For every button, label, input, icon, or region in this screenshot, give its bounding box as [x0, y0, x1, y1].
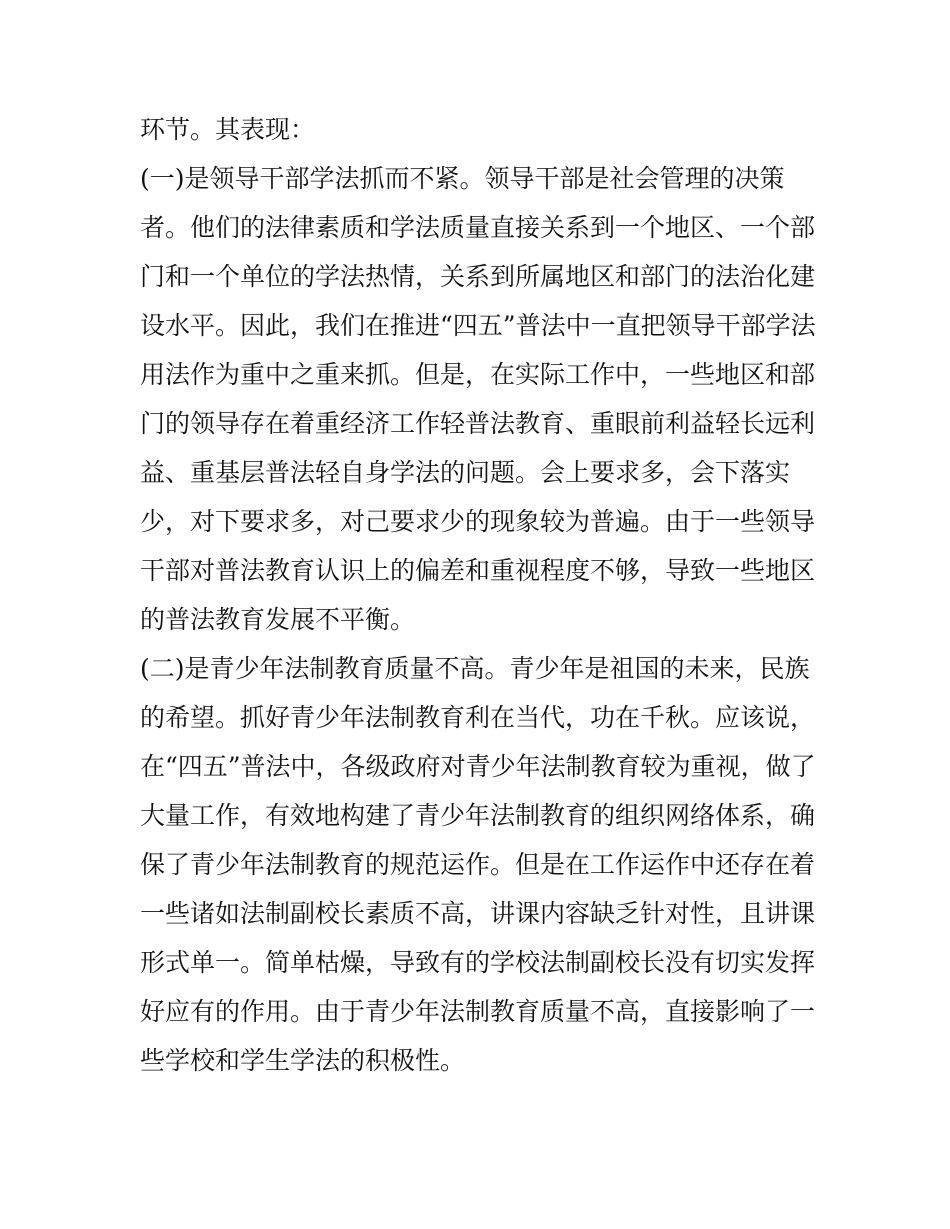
text-line: (二)是青少年法制教育质量不高。青少年是祖国的未来，民族 [140, 654, 810, 683]
text-line: 大量工作，有效地构建了青少年法制教育的组织网络体系，确 [140, 801, 816, 830]
text-line: 少，对下要求多，对己要求少的现象较为普遍。由于一些领导 [140, 507, 816, 536]
text-line: 好应有的作用。由于青少年法制教育质量不高，直接影响了一 [140, 997, 816, 1026]
text-line: 用法作为重中之重来抓。但是，在实际工作中，一些地区和部 [140, 360, 816, 389]
text-line: 些学校和学生学法的积极性。 [140, 1046, 466, 1075]
text-line: 干部对普法教育认识上的偏差和重视程度不够，导致一些地区 [140, 556, 816, 585]
text-line: 的普法教育发展不平衡。 [140, 605, 416, 634]
body-text [140, 105, 820, 1085]
text-line: 门的领导存在着重经济工作轻普法教育、重眼前利益轻长远利 [140, 409, 816, 438]
text-line: 形式单一。简单枯燥，导致有的学校法制副校长没有切实发挥 [140, 948, 816, 977]
text-line: 一些诸如法制副校长素质不高，讲课内容缺乏针对性，且讲课 [140, 899, 816, 928]
text-line: 门和一个单位的学法热情，关系到所属地区和部门的法治化建 [140, 262, 816, 291]
text-line: 的希望。抓好青少年法制教育利在当代，功在千秋。应该说， [140, 703, 816, 732]
text-line: 保了青少年法制教育的规范运作。但是在工作运作中还存在着 [140, 850, 816, 879]
text-line: 设水平。因此，我们在推进“四五”普法中一直把领导干部学法 [140, 311, 816, 340]
text-line: 在“四五”普法中，各级政府对青少年法制教育较为重视，做了 [140, 752, 816, 781]
text-line: 环节。其表现： [140, 115, 316, 144]
text-line: 者。他们的法律素质和学法质量直接关系到一个地区、一个部 [140, 213, 816, 242]
text-line: (一)是领导干部学法抓而不紧。领导干部是社会管理的决策 [140, 164, 785, 193]
text-line: 益、重基层普法轻自身学法的问题。会上要求多，会下落实 [140, 458, 791, 487]
